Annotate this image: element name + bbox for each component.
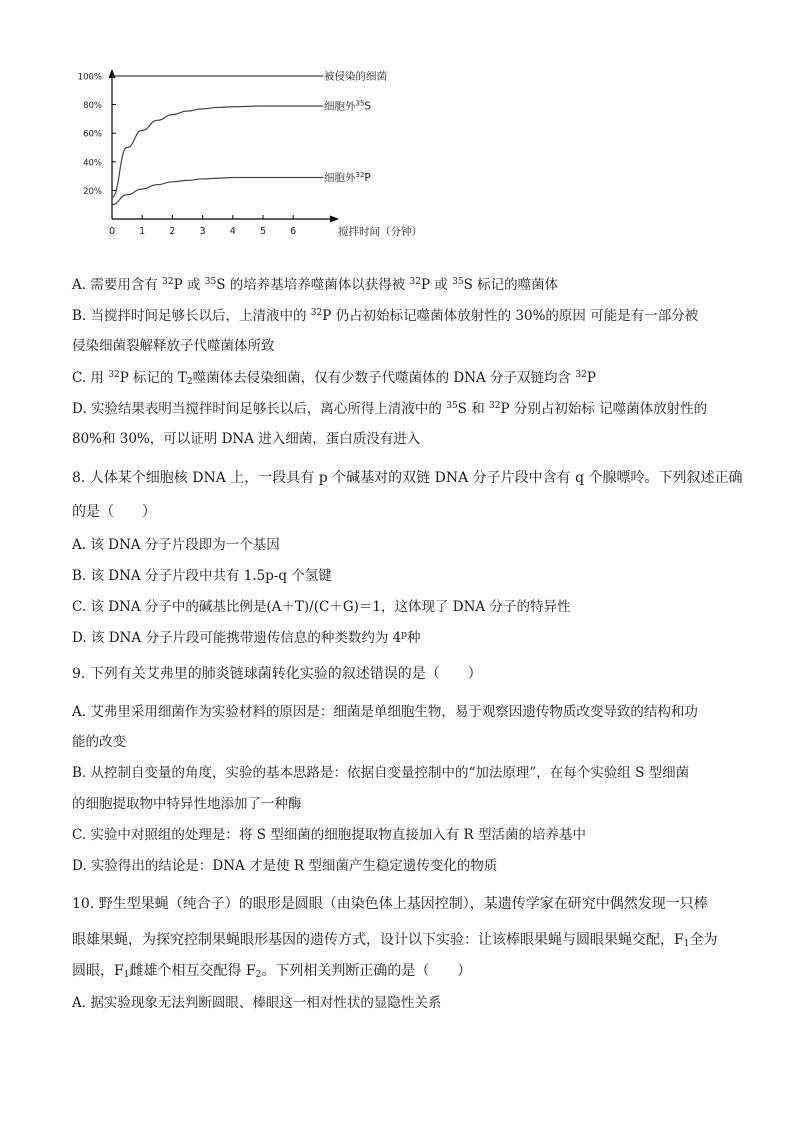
- q9-stem: 9. 下列有关艾弗里的肺炎链球菌转化实验的叙述错误的是（ ）: [72, 666, 482, 682]
- q7-option-a: A. 需要用含有 $^{32}$P 或 $^{35}$S 的培养基培养噬菌体以获得被 $^{32}$P 或 $^{35}$S 标记的噬菌体: [72, 277, 559, 293]
- series-label-2: 细胞外$^{32}$P: [324, 171, 371, 185]
- q7-option-b-line2: 侵染细菌裂解释放子代噬菌体所致: [72, 338, 275, 354]
- y-axis-arrow: [109, 69, 116, 78]
- q10-stem-line3: 圆眼，$F_1$雌雄个相互交配得 $F_2$。下列相关判断正确的是（ ）: [72, 963, 472, 980]
- y-tick-label: 60%: [83, 129, 102, 140]
- q9-option-a-line2: 能的改变: [72, 734, 126, 750]
- series-label-0: 被侵染的细菌: [324, 70, 387, 83]
- x-tick-label: 1: [139, 226, 146, 237]
- x-axis-arrow: [330, 216, 339, 223]
- x-axis-label: 搅拌时间（分钟）: [338, 226, 422, 238]
- x-tick-label: 6: [290, 226, 297, 237]
- q8-option-d: D. 该 DNA 分子片段可能携带遗传信息的种类数约为 4$^p$种: [72, 630, 421, 646]
- y-tick-label: 80%: [83, 101, 102, 112]
- q8-option-c: C. 该 DNA 分子中的碱基比例是(A＋T)/(C＋G)＝1，这体现了 DNA 分子的特异性: [72, 599, 571, 615]
- q9-option-d: D. 实验得出的结论是：DNA 才是使 R 型细菌产生稳定遗传变化的物质: [72, 858, 498, 874]
- q8-stem-line1: 8. 人体某个细胞核 DNA 上，一段具有 p 个碱基对的双链 DNA 分子片段中含有 q 个腺嘌呤。下列叙述正确: [72, 470, 743, 486]
- x-tick-label: 0: [108, 226, 116, 237]
- q7-option-c: C. 用 $^{32}$P 标记的 $T_2$噬菌体去侵染细菌，仅有少数子代噬菌体的 DNA 分子双链均含 $^{32}$P: [72, 370, 596, 387]
- q9-option-a-line1: A. 艾弗里采用细菌作为实验材料的原因是：细菌是单细胞生物，易于观察因遗传物质改变导致的结构和功: [72, 704, 698, 720]
- q9-option-b-line2: 的细胞提取物中特异性地添加了一种酶: [72, 796, 302, 812]
- x-tick-label: 5: [259, 226, 267, 237]
- x-tick-label: 3: [199, 226, 206, 237]
- series-line-1: [112, 106, 323, 198]
- x-tick-label: 4: [229, 226, 236, 237]
- q7-option-d-line2: 80%和 30%，可以证明 DNA 进入细菌，蛋白质没有进入: [72, 431, 421, 447]
- q10-stem-line2: 眼雄果蝇，为探究控制果蝇眼形基因的遗传方式，设计以下实验：让该棒眼果蝇与圆眼果蝇交配，$F_1$全为: [72, 932, 718, 949]
- q10-stem-line1: 10. 野生型果蝇（纯合子）的眼形是圆眼（由染色体上基因控制），某遗传学家在研究中偶然发现一只棒: [72, 896, 708, 912]
- line-chart: [68, 66, 422, 246]
- q8-stem-line2: 的是（ ）: [72, 504, 156, 520]
- series-line-2: [112, 178, 323, 205]
- y-tick-label: 100%: [77, 72, 102, 83]
- y-tick-label: 40%: [83, 158, 102, 169]
- q10-option-a: A. 据实验现象无法判断圆眼、棒眼这一相对性状的显隐性关系: [72, 995, 442, 1011]
- q7-option-d-line1: D. 实验结果表明当搅拌时间足够长以后，离心所得上清液中的 $^{35}$S 和 $^{32}$P 分别占初始标 记噬菌体放射性的: [72, 401, 708, 417]
- q9-option-c: C. 实验中对照组的处理是：将 S 型细菌的细胞提取物直接加入有 R 型活菌的培养基中: [72, 827, 587, 843]
- q8-option-a: A. 该 DNA 分子片段即为一个基因: [72, 537, 280, 553]
- x-tick-label: 2: [169, 226, 176, 237]
- y-tick-label: 20%: [83, 186, 102, 197]
- q8-option-b: B. 该 DNA 分子片段中共有 1.5p-q 个氢键: [72, 568, 332, 584]
- q9-option-b-line1: B. 从控制自变量的角度，实验的基本思路是：依据自变量控制中的“加法原理”，在每个实验组 S 型细菌: [72, 765, 690, 781]
- series-label-1: 细胞外$^{35}$S: [324, 99, 372, 113]
- q7-option-b-line1: B. 当搅拌时间足够长以后，上清液中的 $^{32}$P 仍占初始标记噬菌体放射性的 30%的原因 可能是有一部分被: [72, 308, 699, 324]
